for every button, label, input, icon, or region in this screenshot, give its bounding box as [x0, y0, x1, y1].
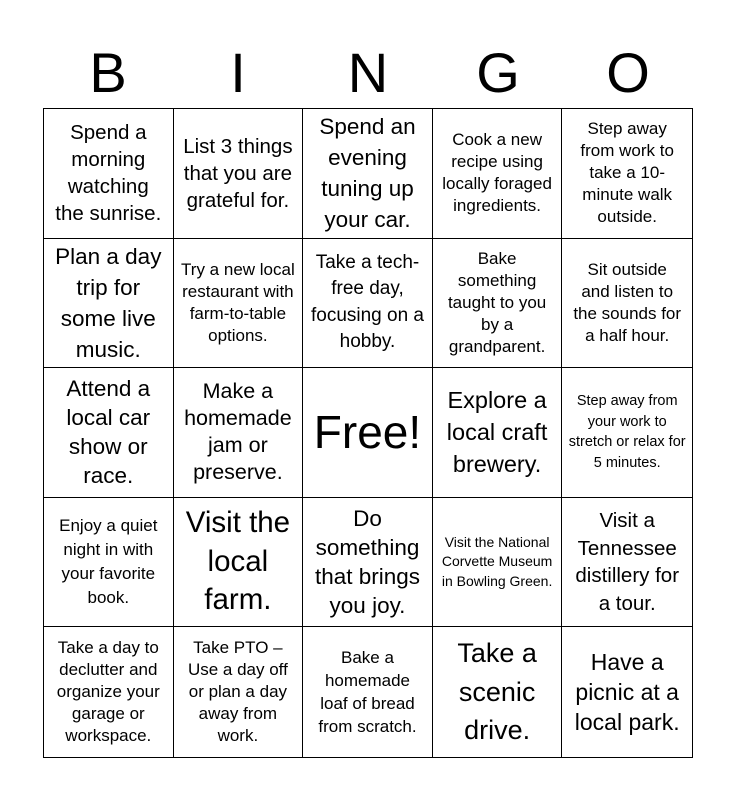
bingo-cell[interactable]	[433, 239, 563, 369]
bingo-cell[interactable]	[174, 498, 304, 628]
bingo-cell-text: Cook a new recipe using locally foraged ingredients.	[442, 130, 552, 216]
bingo-cell-text: Spend an evening tuning up your car.	[319, 114, 416, 233]
free-space-text: Free!	[313, 406, 422, 459]
bingo-cell[interactable]	[44, 498, 174, 628]
header-letter-o: O	[606, 41, 650, 104]
bingo-cell[interactable]	[562, 239, 692, 369]
bingo-cell-text: Visit the National Corvette Museum in Bowling Green.	[441, 533, 553, 589]
bingo-cell[interactable]	[303, 498, 433, 628]
bingo-cell[interactable]	[303, 239, 433, 369]
bingo-cell-text: Plan a day trip for some live music.	[55, 243, 162, 362]
bingo-header	[43, 40, 693, 106]
bingo-cell[interactable]	[562, 627, 692, 757]
bingo-cell-text: Try a new local restaurant with farm-to-table options.	[181, 259, 295, 345]
bingo-cell[interactable]	[303, 627, 433, 757]
bingo-cell[interactable]	[44, 109, 174, 239]
bingo-cell-text: Visit the local farm.	[185, 506, 291, 617]
bingo-cell-text: Take a scenic drive.	[457, 638, 537, 746]
bingo-cell-text: Spend a morning watching the sunrise.	[55, 121, 162, 226]
bingo-cell-text: Take a tech-free day, focusing on a hobby.	[310, 251, 424, 353]
header-letter-n: N	[347, 41, 389, 104]
bingo-cell-text: Bake something taught to you by a grandparent.	[447, 248, 547, 356]
bingo-cell-text: Step away from your work to stretch or relax for 5 minutes.	[568, 393, 686, 471]
bingo-board	[43, 108, 693, 758]
bingo-cell[interactable]	[433, 368, 563, 498]
bingo-cell-text: Explore a local craft brewery.	[446, 387, 548, 478]
bingo-cell[interactable]	[562, 368, 692, 498]
bingo-cell[interactable]	[562, 498, 692, 628]
bingo-cell[interactable]	[562, 109, 692, 239]
free-space[interactable]	[303, 368, 433, 498]
bingo-cell-text: Step away from work to take a 10-minute walk outside.	[580, 119, 674, 227]
bingo-cell-text: Make a homemade jam or preserve.	[184, 379, 292, 485]
bingo-cell[interactable]	[174, 627, 304, 757]
bingo-cell-text: Take a day to declutter and organize your garage or workspace.	[56, 638, 160, 746]
bingo-cell-text: Visit a Tennessee distillery for a tour.	[575, 509, 680, 615]
bingo-cell[interactable]	[44, 239, 174, 369]
bingo-cell-text: Do something that brings you joy.	[314, 506, 421, 619]
header-letter-b: B	[89, 41, 127, 104]
bingo-cell-text: Sit outside and listen to the sounds for a half hour.	[573, 259, 682, 345]
header-letter-i: I	[230, 41, 246, 104]
bingo-cell[interactable]	[433, 498, 563, 628]
bingo-cell[interactable]	[174, 239, 304, 369]
bingo-cell[interactable]	[303, 109, 433, 239]
bingo-cell[interactable]	[174, 368, 304, 498]
bingo-cell[interactable]	[44, 627, 174, 757]
bingo-cell-text: Have a picnic at a local park.	[574, 649, 680, 736]
bingo-cell[interactable]	[433, 627, 563, 757]
bingo-cell[interactable]	[44, 368, 174, 498]
bingo-cell-text: Enjoy a quiet night in with your favorite book.	[59, 516, 158, 608]
bingo-cell-text: Attend a local car show or race.	[66, 376, 151, 489]
bingo-cell-text: List 3 things that you are grateful for.	[183, 134, 293, 212]
bingo-cell[interactable]	[174, 109, 304, 239]
header-letter-g: G	[476, 41, 520, 104]
bingo-cell-text: Take PTO – Use a day off or plan a day away from work.	[187, 638, 288, 746]
bingo-cell[interactable]	[433, 109, 563, 239]
bingo-cell-text: Bake a homemade loaf of bread from scratch.	[318, 648, 417, 737]
